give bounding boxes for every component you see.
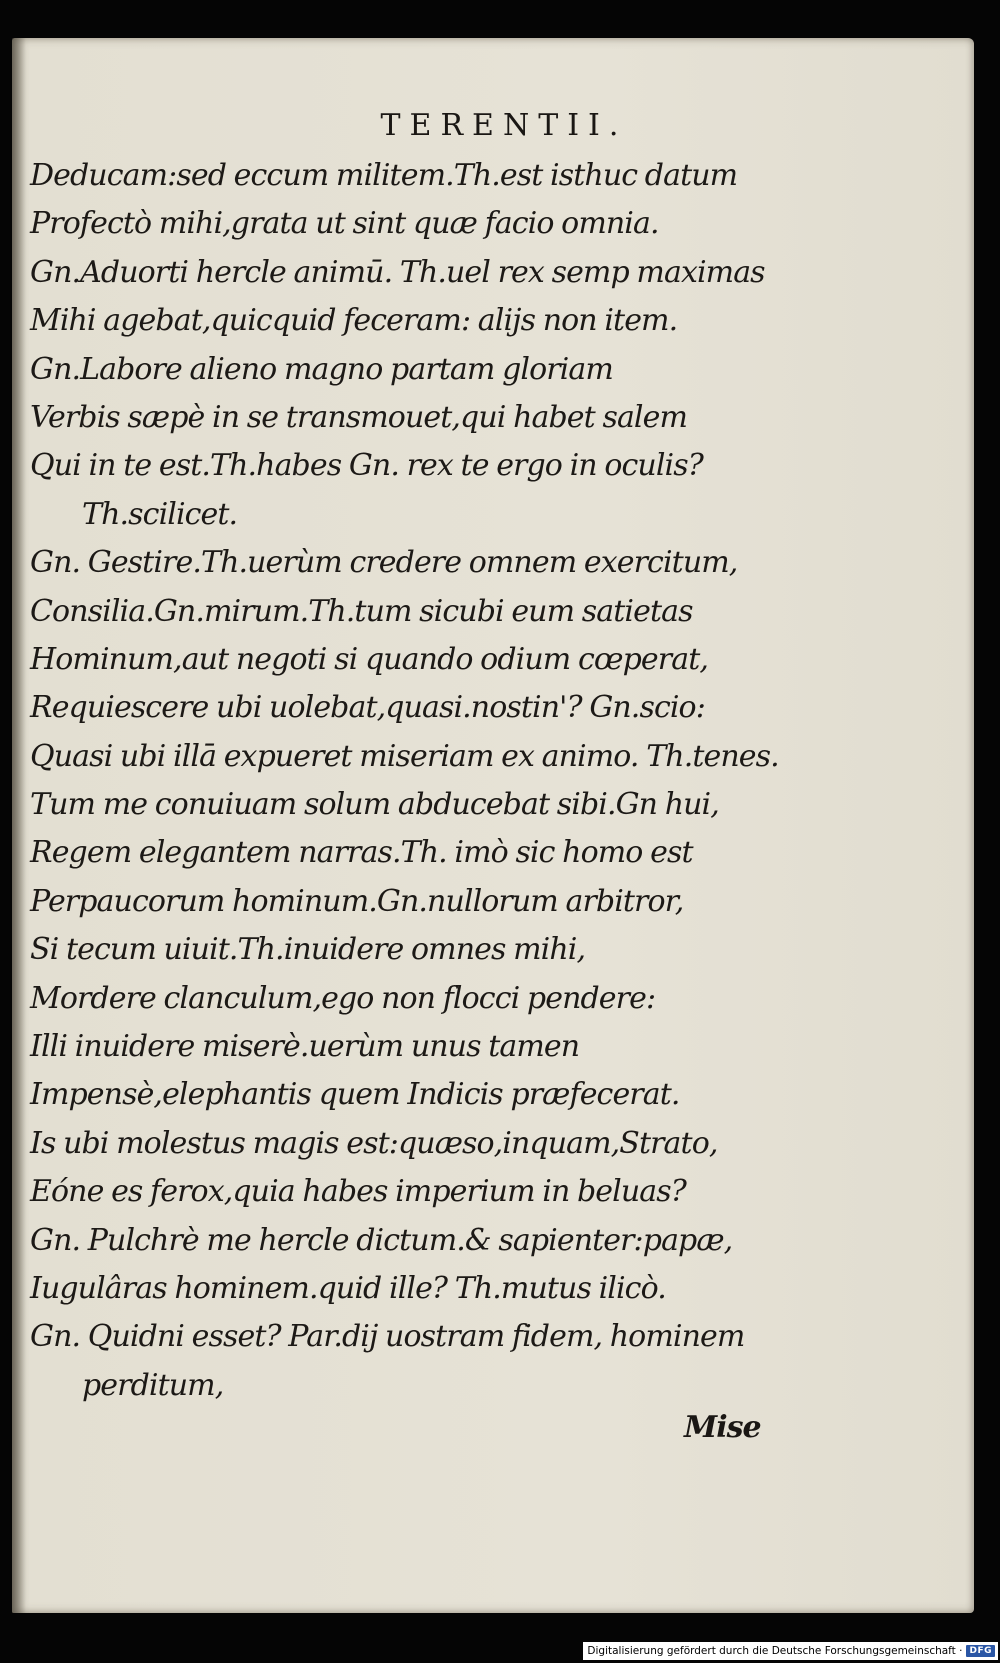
verse-line: Gn.Aduorti hercle animū. Th.uel rex semp maximas	[30, 254, 765, 290]
verse-line: Consilia.Gn.mirum.Th.tum sicubi eum satietas	[30, 593, 693, 629]
verse-line: perditum,	[82, 1367, 224, 1403]
verse-line: Qui in te est.Th.habes Gn. rex te ergo in oculis?	[30, 448, 703, 484]
verse-line: Quasi ubi illā expueret miseriam ex animo. Th.tenes.	[30, 738, 779, 774]
verse-line: Regem elegantem narras.Th. imò sic homo est	[30, 835, 693, 871]
verse-line: Iugulâras hominem.quid ille? Th.mutus ilicò.	[30, 1270, 666, 1306]
verse-line: Mordere clanculum,ego non flocci pendere:	[30, 980, 656, 1016]
dfg-logo-icon: DFG	[966, 1645, 995, 1657]
verse-line: Profectò mihi,grata ut sint quæ facio omnia.	[30, 206, 659, 242]
running-head: TERENTII.	[380, 108, 628, 143]
verse-line: Gn. Quidni esset? Par.dij uostram fidem, hominem	[30, 1319, 745, 1355]
verse-line: Requiescere ubi uolebat,quasi.nostin'? Gn.scio:	[30, 690, 705, 726]
verse-line: Gn.Labore alieno magno partam gloriam	[30, 351, 613, 387]
verse-line: Illi inuidere miserè.uerùm unus tamen	[30, 1029, 580, 1065]
digitization-credit-bar	[583, 1642, 998, 1660]
verse-line: Impensè,elephantis quem Indicis præfecerat.	[30, 1077, 680, 1113]
verse-line: Hominum,aut negoti si quando odium cœperat,	[30, 641, 708, 677]
digitization-credit-text: Digitalisierung gefördert durch die Deutsche Forschungsgemeinschaft ·	[587, 1645, 963, 1657]
verse-line: Verbis sæpè in se transmouet,qui habet salem	[30, 399, 688, 435]
verse-line: Deducam:sed eccum militem.Th.est isthuc datum	[30, 158, 738, 193]
verse-line: Is ubi molestus magis est:quæso,inquam,Strato,	[30, 1125, 718, 1161]
verse-line: Mihi agebat,quicquid feceram: alijs non item.	[30, 303, 678, 339]
verse-line: Si tecum uiuit.Th.inuidere omnes mihi,	[30, 932, 586, 968]
verse-line: Perpaucorum hominum.Gn.nullorum arbitror,	[30, 883, 684, 919]
verse-text-block	[30, 152, 970, 1410]
verse-line: Gn. Pulchrè me hercle dictum.& sapienter:papæ,	[30, 1222, 733, 1258]
verse-line: Th.scilicet.	[82, 496, 238, 532]
verse-line: Gn. Gestire.Th.uerùm credere omnem exercitum,	[30, 545, 738, 581]
catchword: Mise	[684, 1410, 761, 1445]
verse-line: Tum me conuiuam solum abducebat sibi.Gn hui,	[30, 787, 719, 823]
verse-line: Eóne es ferox,quia habes imperium in beluas?	[30, 1174, 686, 1210]
